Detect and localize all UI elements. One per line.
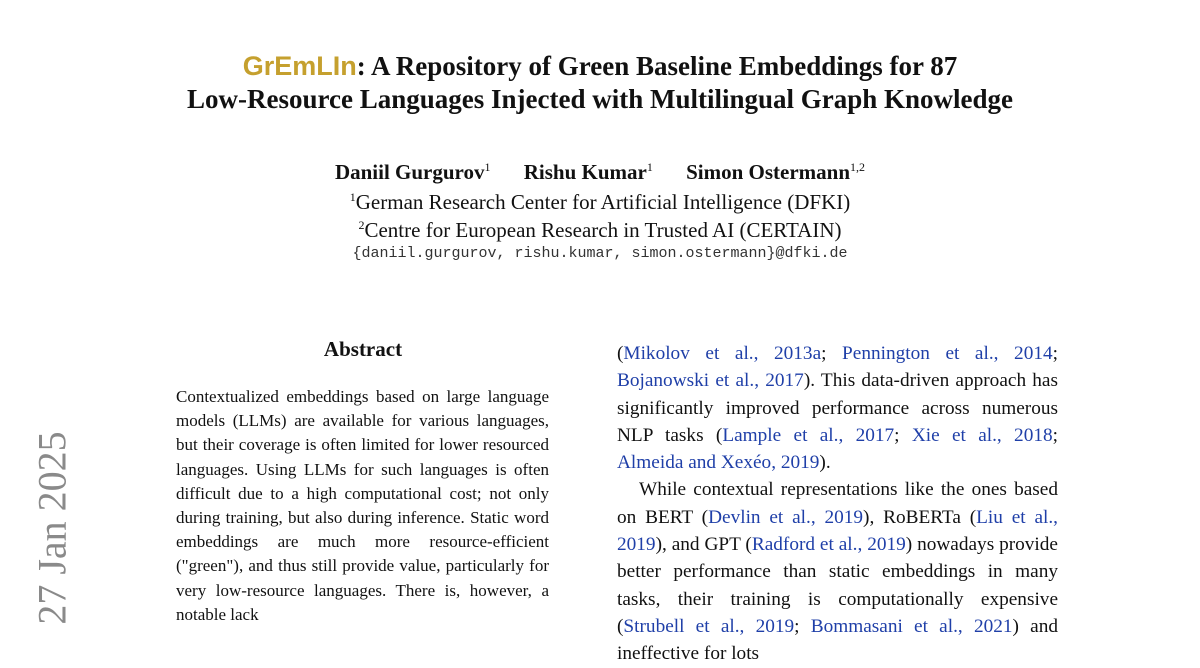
paper-title xyxy=(0,50,1200,116)
affiliation: $^1$German Research Center for Artificial Intelligence (DFKI) xyxy=(349,190,851,214)
author: Simon Ostermann$^{1,2}$ xyxy=(686,160,866,184)
citation-link[interactable]: Devlin et al., 2019 xyxy=(708,506,864,528)
author-list xyxy=(0,154,1200,185)
author-email: {daniil.gurgurov, rishu.kumar, simon.ostermann}@dfki.de xyxy=(352,245,848,262)
author: Rishu Kumar$^1$ xyxy=(523,160,653,184)
citation-link[interactable]: Liu et al., 2019 xyxy=(617,506,1058,556)
author: Daniil Gurgurov$^1$ xyxy=(334,160,491,184)
abstract-text: Contextualized embeddings based on large language models (LLMs) are available for various languages, but their coverage is often limited for lower resourced languages. Using LLMs for such languages is often difficult due to a high computational cost; not only during training, but also during inference. Static word embeddings are much more resource-efficient ("green"), and thus still provide value, particularly for very low-resource languages. There is, however, a notable lack xyxy=(176,387,549,624)
citation-link[interactable]: Xie et al., 2018 xyxy=(911,424,1053,446)
citation-link[interactable]: Bojanowski et al., 2017 xyxy=(617,370,804,392)
arxiv-date-stamp: 27 Jan 2025 xyxy=(29,431,75,625)
abstract-heading: Abstract xyxy=(323,337,403,361)
intro-column xyxy=(617,340,1058,668)
citation-link[interactable]: Strubell et al., 2019 xyxy=(623,615,795,637)
citation-link[interactable]: Lample et al., 2017 xyxy=(722,424,895,446)
paragraph: While contextual representations like the ones based on BERT (Devlin et al., 2019), RoBERTa (Liu et al., 2019), and GPT (Radford et al., 2019) nowadays provide better performance than static embeddings in many tasks, their training is computationally expensive (Strubell et al., 2019; Bommasani et al., 2021) and ineffective for lots xyxy=(617,479,1058,665)
citation-link[interactable]: Almeida and Xexéo, 2019 xyxy=(617,452,820,474)
title-line1: : A Repository of Green Baseline Embeddings for 87 xyxy=(356,51,958,81)
brand-name: GrEmLIn xyxy=(242,51,357,81)
citation-link[interactable]: Pennington et al., 2014 xyxy=(842,343,1053,364)
affiliation: $^2$Centre for European Research in Trusted AI (CERTAIN) xyxy=(358,218,842,242)
paragraph: (Mikolov et al., 2013a; Pennington et al., 2014; Bojanowski et al., 2017). This data-driven approach has significantly improved performance across numerous NLP tasks (Lample et al., 2017; Xie et al., 2018; Almeida and Xexéo, 2019). xyxy=(617,343,1058,474)
citation-link[interactable]: Radford et al., 2019 xyxy=(751,534,906,556)
citation-link[interactable]: Bommasani et al., 2021 xyxy=(810,615,1013,637)
citation-link[interactable]: Mikolov et al., 2013a xyxy=(623,343,822,364)
title-line2: Low-Resource Languages Injected with Multilingual Graph Knowledge xyxy=(186,84,1014,114)
